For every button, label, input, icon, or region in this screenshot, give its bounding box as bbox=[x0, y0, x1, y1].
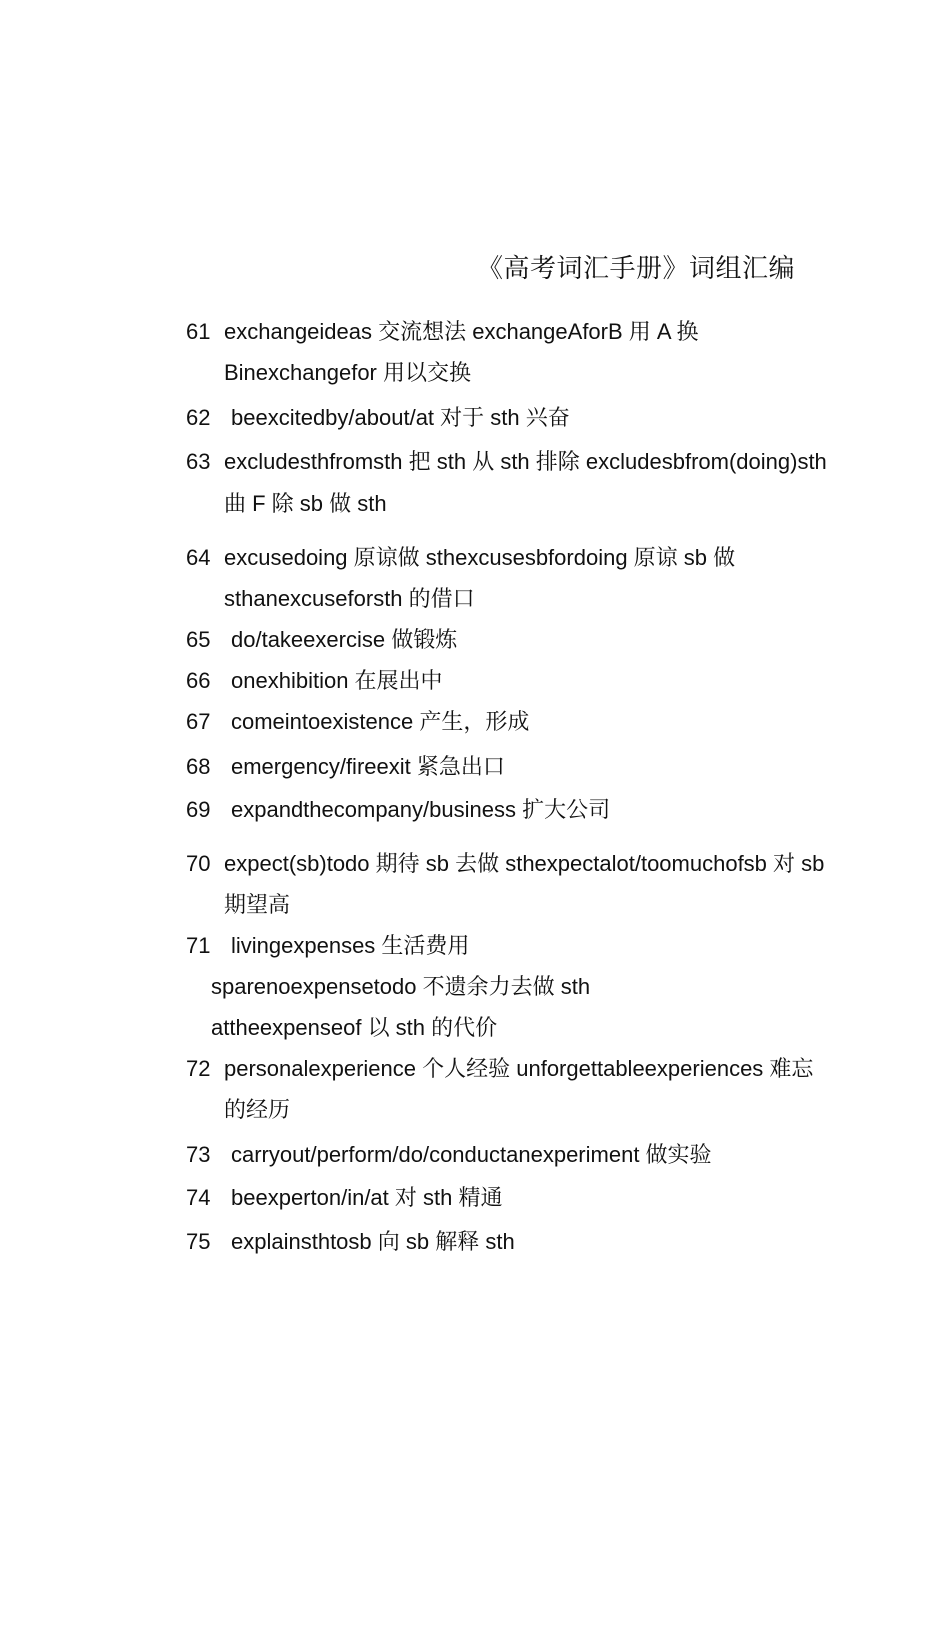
entry-64-cont: sthanexcuseforsth 的借口 bbox=[224, 586, 475, 611]
entry-number: 65 bbox=[186, 627, 211, 652]
entry-text: onexhibition 在展出中 bbox=[231, 668, 443, 693]
entry-text: comeintoexistence 产生，形成 bbox=[231, 709, 530, 734]
entry-67 bbox=[186, 708, 529, 736]
entry-text: excludesthfromsth 把 sth 从 sth 排除 excludesbfrom(doing)sth bbox=[224, 449, 827, 474]
entry-69 bbox=[186, 796, 610, 824]
entry-72-cont: 的经历 bbox=[224, 1097, 291, 1122]
entry-number: 63 bbox=[186, 449, 211, 474]
entry-66 bbox=[186, 667, 443, 695]
entry-number: 74 bbox=[186, 1185, 211, 1210]
entry-number: 73 bbox=[186, 1142, 211, 1167]
entry-text: carryout/perform/do/conductanexperiment 做实验 bbox=[231, 1142, 712, 1167]
entry-text: do/takeexercise 做锻炼 bbox=[231, 627, 458, 652]
entry-number: 64 bbox=[186, 545, 211, 570]
entry-61-cont: Binexchangefor 用以交换 bbox=[224, 360, 471, 385]
entry-65 bbox=[186, 626, 457, 654]
entry-63 bbox=[186, 448, 827, 476]
entry-71-cont: sparenoexpensetodo 不遗余力去做 sth bbox=[211, 974, 591, 999]
entry-text: explainsthtosb 向 sb 解释 sth bbox=[231, 1229, 515, 1254]
entry-number: 67 bbox=[186, 709, 211, 734]
entry-70 bbox=[186, 850, 824, 878]
entry-number: 61 bbox=[186, 319, 211, 344]
entry-73 bbox=[186, 1141, 712, 1169]
entry-number: 71 bbox=[186, 933, 211, 958]
entry-text: personalexperience 个人经验 unforgettableexperiences 难忘 bbox=[224, 1056, 814, 1081]
entry-text: beexperton/in/at 对 sth 精通 bbox=[231, 1185, 503, 1210]
entry-71-cont: attheexpenseof 以 sth 的代价 bbox=[211, 1015, 498, 1040]
entry-74 bbox=[186, 1184, 502, 1212]
entry-70-cont: 期望高 bbox=[224, 892, 291, 917]
entry-number: 66 bbox=[186, 668, 211, 693]
entry-71 bbox=[186, 932, 469, 960]
entry-75 bbox=[186, 1228, 515, 1256]
entry-number: 75 bbox=[186, 1229, 211, 1254]
entry-text: emergency/fireexit 紧急出口 bbox=[231, 754, 505, 779]
entry-68 bbox=[186, 753, 505, 781]
entry-63-cont: 曲 F 除 sb 做 sth bbox=[224, 491, 387, 516]
entry-number: 70 bbox=[186, 851, 211, 876]
entry-number: 69 bbox=[186, 797, 211, 822]
document-title: 《高考词汇手册》词组汇编 bbox=[477, 253, 796, 283]
entry-text: excusedoing 原谅做 sthexcusesbfordoing 原谅 sb 做 bbox=[224, 545, 736, 570]
entry-number: 68 bbox=[186, 754, 211, 779]
entry-number: 62 bbox=[186, 405, 211, 430]
entry-text: expandthecompany/business 扩大公司 bbox=[231, 797, 611, 822]
entry-62 bbox=[186, 404, 570, 432]
entry-text: exchangeideas 交流想法 exchangeAforB 用 A 换 bbox=[224, 319, 699, 344]
entry-number: 72 bbox=[186, 1056, 211, 1081]
entry-text: livingexpenses 生活费用 bbox=[231, 933, 470, 958]
entry-61 bbox=[186, 318, 698, 346]
entry-text: expect(sb)todo 期待 sb 去做 sthexpectalot/toomuchofsb 对 sb bbox=[224, 851, 825, 876]
entry-72 bbox=[186, 1055, 813, 1083]
entry-64 bbox=[186, 544, 735, 572]
entry-text: beexcitedby/about/at 对于 sth 兴奋 bbox=[231, 405, 570, 430]
